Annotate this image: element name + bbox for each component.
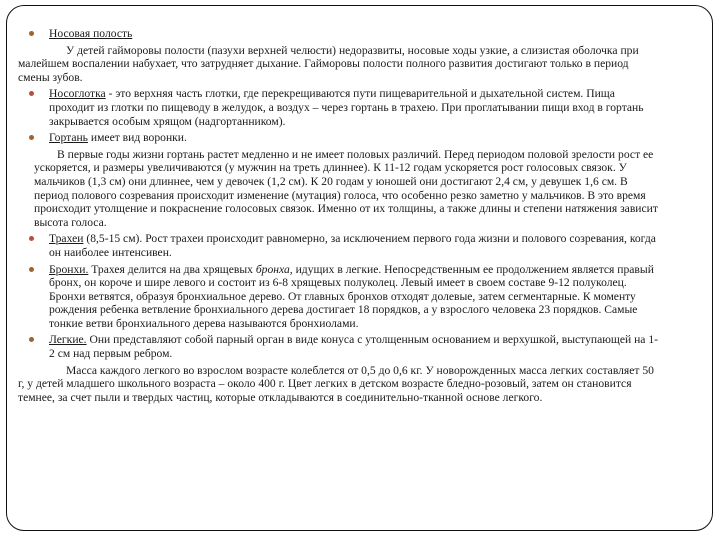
- section-bronchi: [18, 263, 658, 331]
- bullet-icon: [29, 236, 34, 241]
- section-title: Носовая полость: [49, 27, 133, 40]
- bullet-icon: [29, 135, 34, 140]
- section-title: Гортань: [49, 131, 88, 145]
- section-lungs: [18, 333, 658, 360]
- bullet-icon: [29, 31, 34, 36]
- section-text: имеет вид воронки.: [87, 131, 187, 145]
- section-title: Трахеи: [49, 232, 84, 246]
- section-text: Они представляют собой парный орган в виде конуса с утолщенным основанием и верхушкой, выступающей на 1-2 см над первым ребром.: [49, 333, 658, 361]
- section-nasopharynx: [18, 87, 658, 128]
- section-paragraph: У детей гайморовы полости (пазухи верхней челюсти) недоразвиты, носовые ходы узкие, а слизистая оболочка при малейшем воспалении набухает, что затрудняет дыхание. Гайморовы полости полного развития достигают только в период смены зубов.: [18, 43, 639, 84]
- bullet-icon: [29, 337, 34, 342]
- bullet-icon: [29, 91, 34, 96]
- section-title: Бронхи.: [49, 262, 89, 276]
- section-title: Легкие.: [49, 333, 87, 347]
- section-text: идущих в легкие. Непосредственным ее продолжением является правый бронх, он короче и шире левого и состоит из 6-8 хрящевых полуколец. Левый имеет в своем составе 9-12 полуколец. Бронхи ветвятся, образуя бронхиальное дерево. От главных бронхов отходят долевые, затем сегментарные. К моменту рождения ребенка ветвление бронхиального дерева достигает 18 порядков, а у взрослого человека 23 порядков. Самые тонкие ветви бронхиального дерева называются бронхиолами.: [49, 262, 654, 330]
- section-paragraph: В первые годы жизни гортань растет медленно и не имеет половых различий. Перед периодом половой зрелости рост ее ускоряется, и размеры увеличиваются (у мужчин на треть длиннее). К 11-12 годам ускоряется рост голосовых связок. У мальчиков (1,3 см) они длиннее, чем у девочек (1,2 см). К 20 годам у юношей они достигают 2,4 см, у девушек 1,6 см. В период полового созревания происходит изменение (мутация) голоса, что особенно резко заметно у мальчиков. В это время происходит утолщение и покраснение голосовых связок. Именно от их толщины, а также длины и степени натяжения зависит высота голоса.: [34, 147, 658, 229]
- section-text-italic: бронха,: [255, 262, 293, 276]
- section-paragraph: Масса каждого легкого во взрослом возрасте колеблется от 0,5 до 0,6 кг. У новорожденных масса легких составляет 50 г, у детей младшего школьного возраста – около 400 г. Цвет легких в детском возрасте бледно-розовый, затем он становится темнее, за счет пыли и твердых частиц, которые откладываются в соединительно-тканной основе легкого.: [18, 363, 654, 404]
- bullet-icon: [29, 267, 34, 272]
- section-title: Носоглотка: [49, 87, 106, 101]
- section-text: (8,5-15 см). Рост трахеи происходит равномерно, за исключением первого года жизни и полового созревания, когда он наиболее интенсивен.: [49, 232, 656, 259]
- section-larynx: [18, 131, 658, 145]
- slide-content: [18, 27, 658, 407]
- section-trachea: [18, 232, 658, 259]
- section-text: Трахея делится на два хрящевых: [88, 262, 256, 276]
- section-nasal-cavity: [18, 27, 658, 41]
- section-text: - это верхняя часть глотки, где перекрещиваются пути пищеварительной и дыхательной систем. Пища проходит из глотки по пищеводу в желудок, а воздух – через гортань в трахею. При проглатывании пищи вход в гортань закрывается особым хрящом (надгортанником).: [49, 87, 644, 128]
